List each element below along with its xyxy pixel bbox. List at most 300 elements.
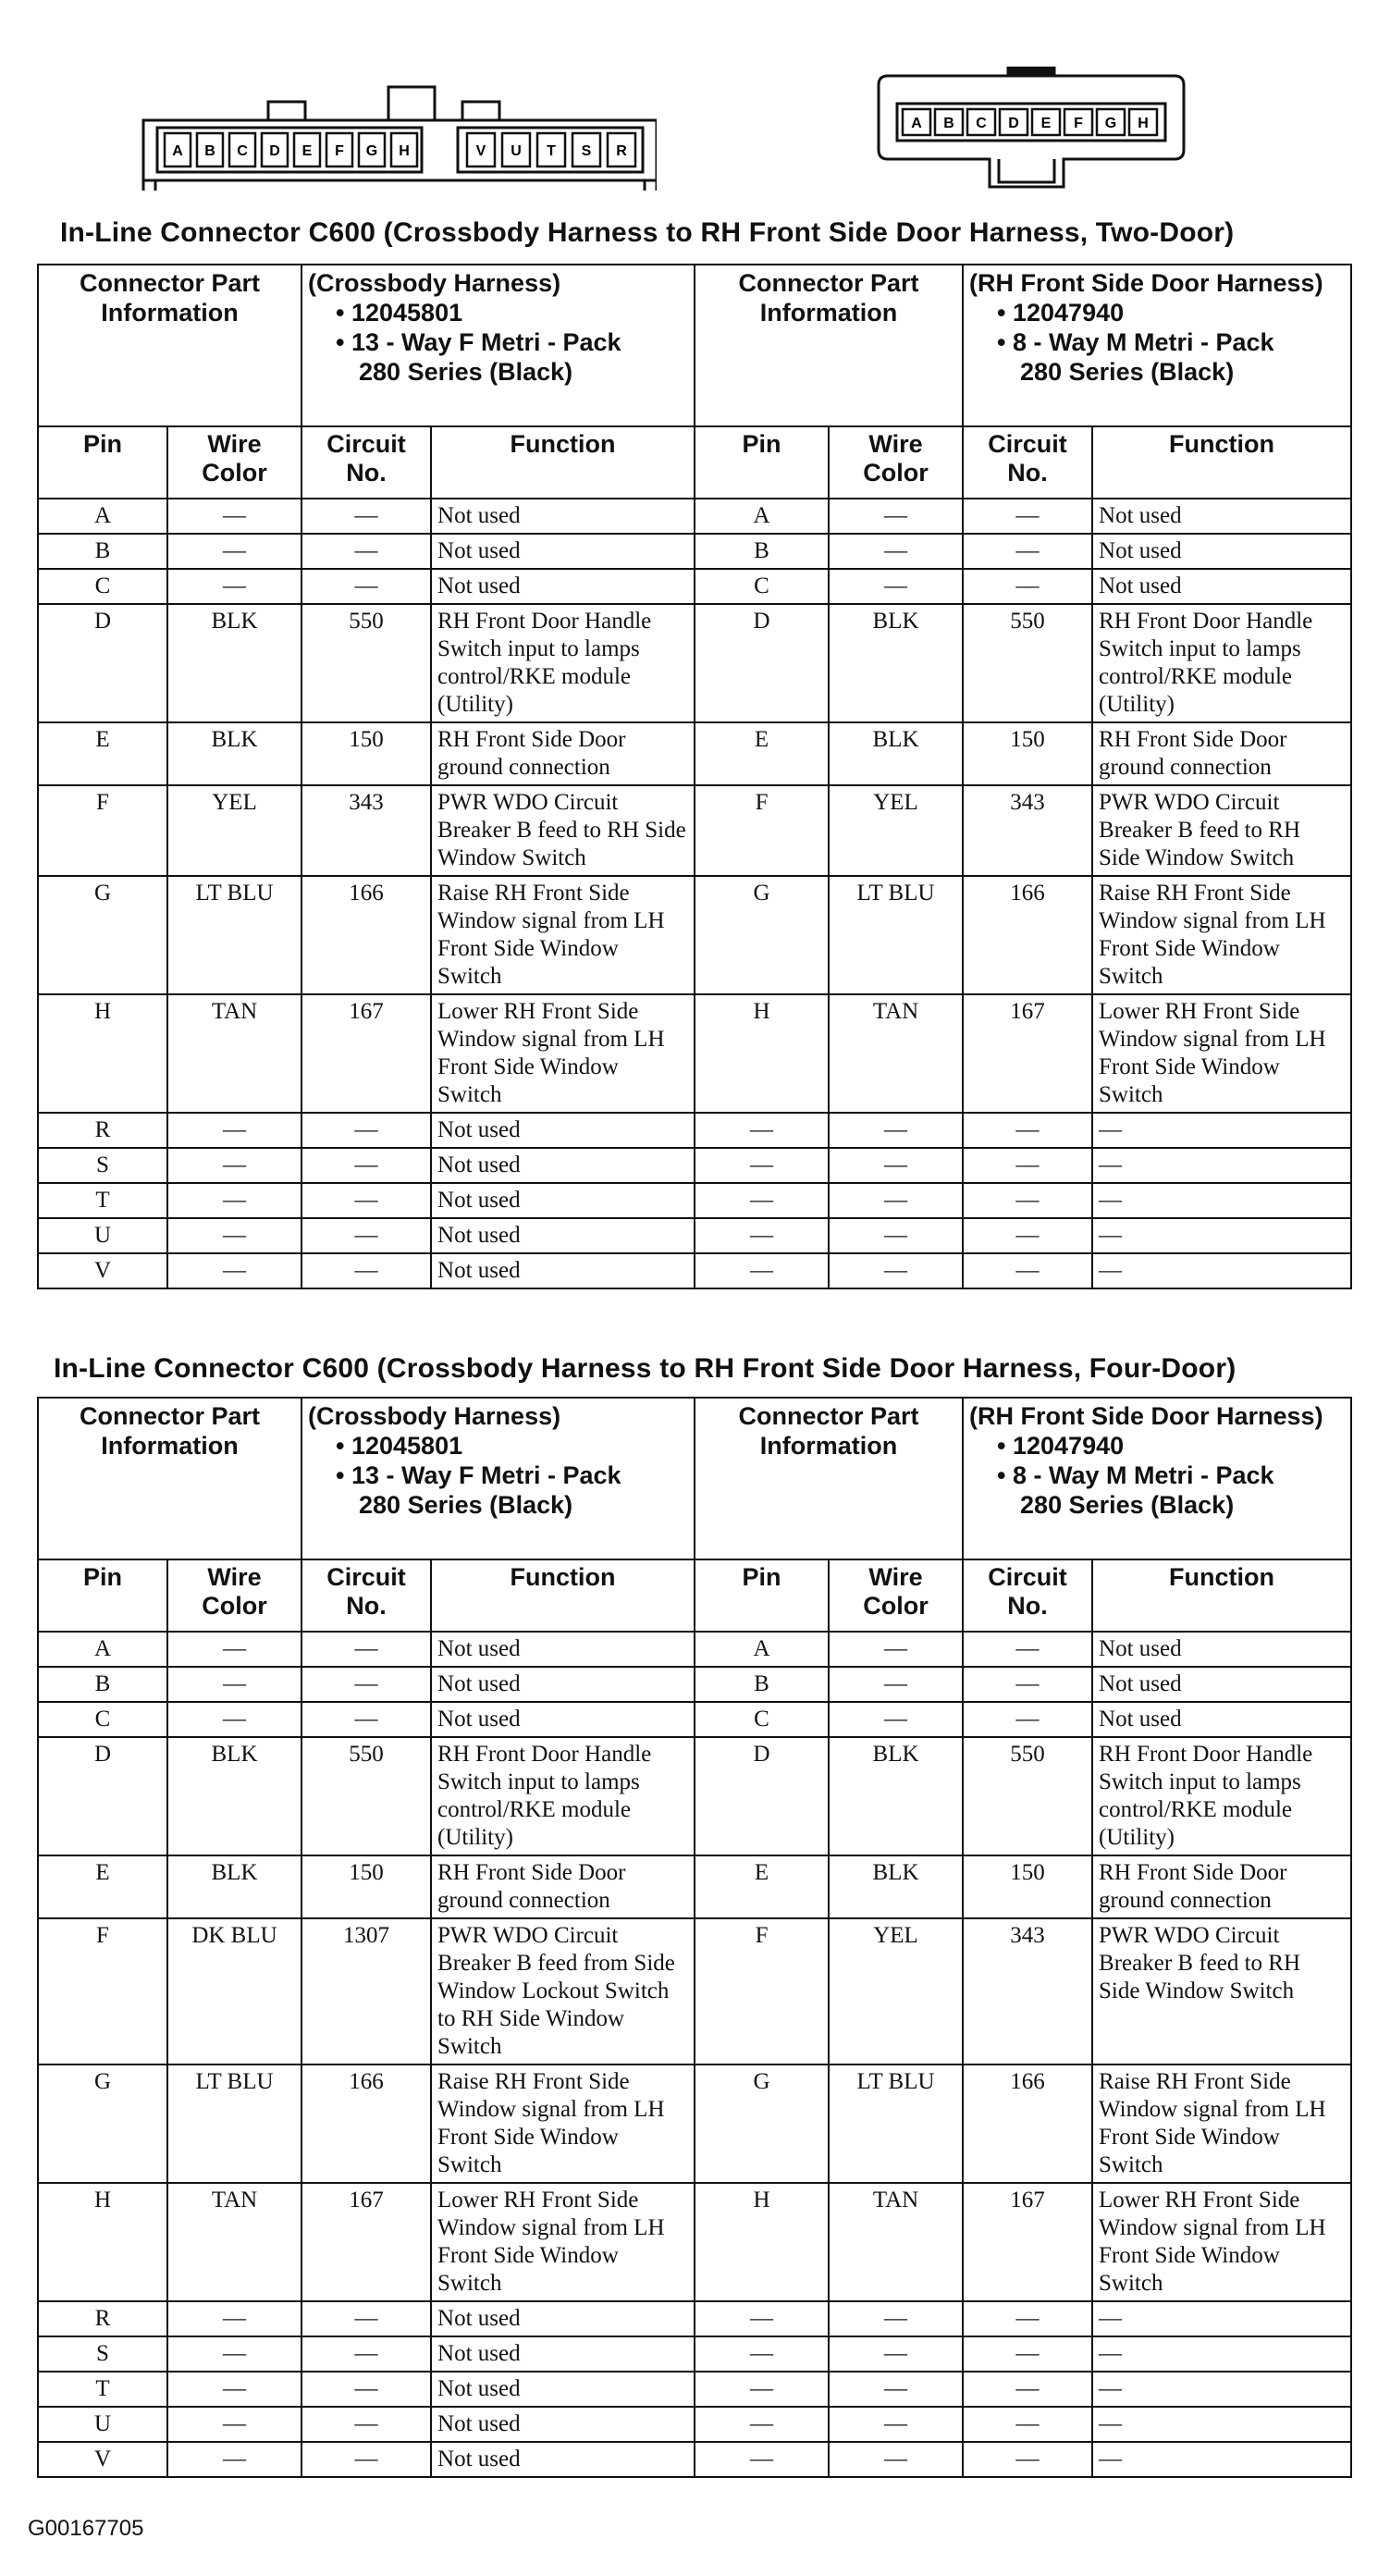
function-cell: Not used: [431, 1253, 695, 1288]
table-cell: —: [695, 1218, 829, 1253]
table-cell: —: [829, 1113, 963, 1148]
table-cell: —: [301, 534, 431, 569]
function-cell: Not used: [431, 499, 695, 534]
column-header: Pin: [695, 426, 829, 499]
table-cell: —: [695, 2301, 829, 2336]
table-row: [38, 2372, 1351, 2407]
table-cell: —: [301, 569, 431, 604]
table-cell: 166: [301, 876, 431, 994]
table-cell: B: [38, 534, 167, 569]
table-cell: H: [38, 994, 167, 1113]
table-cell: —: [963, 1218, 1092, 1253]
table-cell: —: [829, 2407, 963, 2442]
table-cell: —: [963, 499, 1092, 534]
connector-pin-label: D: [269, 143, 280, 159]
table-cell: U: [38, 1218, 167, 1253]
function-cell: Not used: [431, 2442, 695, 2477]
table-cell: TAN: [829, 2183, 963, 2301]
table-row: [38, 876, 1351, 994]
function-cell: —: [1092, 1253, 1351, 1288]
table-cell: S: [38, 2336, 167, 2372]
connector-part-info-label: Connector Part Information: [38, 1398, 301, 1559]
table-cell: —: [829, 2442, 963, 2477]
connector-pin-label: T: [547, 143, 556, 159]
table-cell: —: [301, 1148, 431, 1183]
table-cell: —: [301, 499, 431, 534]
table-cell: —: [963, 534, 1092, 569]
table-row: [38, 1218, 1351, 1253]
function-cell: —: [1092, 1183, 1351, 1218]
table-cell: —: [829, 1702, 963, 1737]
connector-pin-label: H: [399, 143, 410, 159]
function-cell: Not used: [1092, 1667, 1351, 1702]
function-cell: Not used: [1092, 1632, 1351, 1667]
table-cell: —: [829, 2301, 963, 2336]
part-info-line: • 13 - Way F Metri - Pack: [336, 328, 621, 356]
part-info-line: • 12047940: [997, 299, 1125, 327]
table-cell: —: [167, 569, 301, 604]
table-cell: F: [38, 1918, 167, 2064]
table-cell: —: [167, 1632, 301, 1667]
table-cell: —: [829, 534, 963, 569]
connector-pin-label: H: [1138, 116, 1149, 131]
harness-part-info: [301, 1398, 695, 1559]
table-row: [38, 569, 1351, 604]
table-row: [38, 2442, 1351, 2477]
table-cell: —: [963, 2442, 1092, 2477]
table-cell: 550: [963, 1737, 1092, 1855]
table-cell: —: [963, 1113, 1092, 1148]
function-cell: Lower RH Front Side Window signal from LH Front Side Window Switch: [1092, 994, 1351, 1113]
table-cell: —: [695, 2372, 829, 2407]
table-cell: C: [38, 569, 167, 604]
table-cell: A: [38, 1632, 167, 1667]
table-cell: F: [695, 785, 829, 876]
connector-pin-label: F: [1074, 116, 1083, 131]
table-cell: 550: [963, 604, 1092, 722]
function-cell: —: [1092, 2442, 1351, 2477]
table-row: [38, 2301, 1351, 2336]
table-cell: BLK: [167, 604, 301, 722]
table-row: [38, 499, 1351, 534]
table-cell: —: [167, 1253, 301, 1288]
table-cell: —: [167, 534, 301, 569]
table-row: [38, 994, 1351, 1113]
function-cell: Raise RH Front Side Window signal from LH Front Side Window Switch: [431, 2064, 695, 2183]
function-cell: Not used: [1092, 1702, 1351, 1737]
table-cell: 166: [963, 2064, 1092, 2183]
connector-8-way-drawing: [869, 67, 1193, 196]
table-cell: 150: [301, 1855, 431, 1918]
connector-pin-label: B: [943, 116, 954, 131]
function-cell: Not used: [431, 1702, 695, 1737]
table-cell: —: [301, 2407, 431, 2442]
function-cell: Not used: [1092, 569, 1351, 604]
harness-part-info: [301, 265, 695, 426]
table-cell: 550: [301, 604, 431, 722]
table-cell: 167: [301, 2183, 431, 2301]
harness-name: (Crossbody Harness): [308, 269, 561, 297]
function-cell: RH Front Side Door ground connection: [1092, 722, 1351, 785]
function-cell: Not used: [431, 2372, 695, 2407]
figure-code: G00167705: [28, 2516, 144, 2541]
table-row: [38, 1702, 1351, 1737]
table-cell: 343: [963, 785, 1092, 876]
part-info-line: 280 Series (Black): [1020, 358, 1235, 386]
connector-pin-label: E: [1040, 116, 1052, 131]
table-row: [38, 534, 1351, 569]
function-cell: —: [1092, 1148, 1351, 1183]
connector-pin-label: G: [1104, 116, 1117, 131]
table-cell: 1307: [301, 1918, 431, 2064]
table-cell: LT BLU: [829, 876, 963, 994]
table-cell: —: [829, 2372, 963, 2407]
table-cell: 167: [963, 994, 1092, 1113]
part-info-line: 280 Series (Black): [359, 1491, 573, 1519]
table-cell: B: [695, 534, 829, 569]
table-cell: —: [167, 2372, 301, 2407]
table-cell: G: [38, 2064, 167, 2183]
connector-pin-label: C: [976, 116, 987, 131]
table-row: [38, 2183, 1351, 2301]
column-header: Pin: [38, 426, 167, 499]
table-cell: D: [38, 604, 167, 722]
function-cell: Not used: [431, 1148, 695, 1183]
table-cell: G: [695, 2064, 829, 2183]
table-cell: —: [963, 1148, 1092, 1183]
table-cell: R: [38, 1113, 167, 1148]
table-cell: —: [695, 2407, 829, 2442]
table-cell: S: [38, 1148, 167, 1183]
table-cell: 166: [301, 2064, 431, 2183]
connector-pin-label: S: [581, 143, 592, 159]
column-header: Circuit No.: [963, 426, 1092, 499]
function-cell: Not used: [431, 2301, 695, 2336]
connector-pin-label: G: [365, 143, 378, 159]
table-cell: —: [963, 1183, 1092, 1218]
table-cell: B: [695, 1667, 829, 1702]
function-cell: Not used: [431, 1218, 695, 1253]
table-cell: BLK: [167, 1737, 301, 1855]
table-cell: —: [829, 2336, 963, 2372]
table-cell: F: [38, 785, 167, 876]
column-header: Circuit No.: [301, 426, 431, 499]
table-cell: —: [963, 1702, 1092, 1737]
table-cell: C: [38, 1702, 167, 1737]
connector-pin-label: F: [335, 143, 344, 159]
table-cell: —: [167, 2336, 301, 2372]
table-cell: A: [695, 1632, 829, 1667]
table-cell: 167: [963, 2183, 1092, 2301]
column-header: Wire Color: [167, 1559, 301, 1632]
function-cell: RH Front Door Handle Switch input to lamps control/RKE module (Utility): [431, 1737, 695, 1855]
table-cell: E: [38, 722, 167, 785]
connector-pin-label: D: [1008, 116, 1019, 131]
function-cell: RH Front Door Handle Switch input to lamps control/RKE module (Utility): [431, 604, 695, 722]
function-cell: Raise RH Front Side Window signal from LH Front Side Window Switch: [1092, 2064, 1351, 2183]
table-cell: —: [829, 1183, 963, 1218]
table-cell: T: [38, 2372, 167, 2407]
table-cell: —: [301, 1183, 431, 1218]
column-header: Function: [1092, 426, 1351, 499]
function-cell: PWR WDO Circuit Breaker B feed to RH Side Window Switch: [1092, 1918, 1351, 2064]
table-row: [38, 2064, 1351, 2183]
table-cell: B: [38, 1667, 167, 1702]
table-cell: —: [963, 1667, 1092, 1702]
part-info-line: • 12045801: [336, 1432, 463, 1460]
table-cell: —: [301, 1218, 431, 1253]
harness-name: (Crossbody Harness): [308, 1402, 561, 1430]
table-cell: —: [963, 2372, 1092, 2407]
table-cell: 167: [301, 994, 431, 1113]
table-row: [38, 722, 1351, 785]
table-cell: —: [301, 2336, 431, 2372]
table-cell: —: [301, 1702, 431, 1737]
pinout-table-two-door: [37, 264, 1352, 1289]
table-cell: —: [829, 1667, 963, 1702]
table-cell: —: [963, 1253, 1092, 1288]
table-row: [38, 1632, 1351, 1667]
function-cell: PWR WDO Circuit Breaker B feed to RH Side Window Switch: [1092, 785, 1351, 876]
table-cell: —: [167, 1183, 301, 1218]
table-cell: —: [301, 1632, 431, 1667]
table-cell: A: [695, 499, 829, 534]
function-cell: RH Front Side Door ground connection: [1092, 1855, 1351, 1918]
connector-pin-label: A: [172, 143, 183, 159]
table-cell: —: [167, 2301, 301, 2336]
column-header: Wire Color: [829, 1559, 963, 1632]
table-cell: H: [695, 994, 829, 1113]
column-header: Wire Color: [829, 426, 963, 499]
column-header: Wire Color: [167, 426, 301, 499]
table-cell: —: [695, 1148, 829, 1183]
table-cell: —: [301, 2301, 431, 2336]
table-cell: 150: [301, 722, 431, 785]
table-cell: —: [829, 1148, 963, 1183]
part-info-line: • 12047940: [997, 1432, 1125, 1460]
function-cell: —: [1092, 1113, 1351, 1148]
table-cell: —: [301, 2372, 431, 2407]
table-cell: V: [38, 2442, 167, 2477]
table-cell: —: [301, 2442, 431, 2477]
table-cell: —: [167, 1148, 301, 1183]
table-cell: E: [695, 1855, 829, 1918]
table-cell: —: [167, 1113, 301, 1148]
table-cell: —: [829, 569, 963, 604]
function-cell: Not used: [431, 534, 695, 569]
table-cell: —: [829, 499, 963, 534]
table-cell: BLK: [829, 722, 963, 785]
table-cell: E: [38, 1855, 167, 1918]
table-cell: 343: [301, 785, 431, 876]
part-info-line: 280 Series (Black): [359, 358, 573, 386]
table-cell: U: [38, 2407, 167, 2442]
table-cell: —: [167, 1667, 301, 1702]
table-cell: TAN: [167, 2183, 301, 2301]
table-cell: —: [695, 1183, 829, 1218]
connector-pin-label: A: [911, 116, 922, 131]
connector-pin-label: C: [237, 143, 248, 159]
table-cell: YEL: [167, 785, 301, 876]
table-cell: E: [695, 722, 829, 785]
connector-pin-label: B: [204, 143, 215, 159]
column-header: Circuit No.: [963, 1559, 1092, 1632]
table-cell: BLK: [829, 1855, 963, 1918]
function-cell: Raise RH Front Side Window signal from LH Front Side Window Switch: [431, 876, 695, 994]
table-cell: V: [38, 1253, 167, 1288]
column-header: Pin: [695, 1559, 829, 1632]
table-cell: —: [963, 569, 1092, 604]
table-cell: —: [301, 1667, 431, 1702]
pinout-table-four-door: [37, 1397, 1352, 2478]
table-row: [38, 1148, 1351, 1183]
table-cell: —: [167, 2442, 301, 2477]
column-header: Function: [1092, 1559, 1351, 1632]
function-cell: Not used: [1092, 534, 1351, 569]
function-cell: Not used: [431, 1667, 695, 1702]
table-cell: C: [695, 1702, 829, 1737]
table-cell: BLK: [829, 604, 963, 722]
table-row: [38, 1855, 1351, 1918]
column-header: Pin: [38, 1559, 167, 1632]
table-cell: —: [829, 1253, 963, 1288]
table-cell: 343: [963, 1918, 1092, 2064]
function-cell: RH Front Side Door ground connection: [431, 722, 695, 785]
table-cell: —: [167, 1702, 301, 1737]
connector-pin-label: E: [301, 143, 313, 159]
table-cell: LT BLU: [167, 876, 301, 994]
function-cell: PWR WDO Circuit Breaker B feed from Side Window Lockout Switch to RH Side Window Switch: [431, 1918, 695, 2064]
part-info-line: • 12045801: [336, 299, 463, 327]
table-cell: —: [695, 1253, 829, 1288]
table-cell: —: [963, 2407, 1092, 2442]
table-cell: D: [695, 1737, 829, 1855]
connector-part-info-label: Connector Part Information: [38, 265, 301, 426]
part-info-line: • 8 - Way M Metri - Pack: [997, 1461, 1274, 1489]
connector-13-way-drawing: [139, 74, 657, 194]
table-cell: —: [963, 1632, 1092, 1667]
function-cell: Not used: [431, 1113, 695, 1148]
table-cell: BLK: [167, 722, 301, 785]
table-cell: C: [695, 569, 829, 604]
table-cell: D: [38, 1737, 167, 1855]
table-title-two-door: In-Line Connector C600 (Crossbody Harness to RH Front Side Door Harness, Two-Door): [60, 217, 1235, 248]
table-row: [38, 604, 1351, 722]
part-info-line: • 8 - Way M Metri - Pack: [997, 328, 1274, 356]
table-cell: 150: [963, 1855, 1092, 1918]
connector-pin-label: V: [475, 143, 486, 159]
table-cell: R: [38, 2301, 167, 2336]
table-cell: —: [167, 1218, 301, 1253]
table-cell: D: [695, 604, 829, 722]
table-cell: 150: [963, 722, 1092, 785]
table-cell: G: [38, 876, 167, 994]
table-cell: TAN: [167, 994, 301, 1113]
function-cell: Not used: [431, 1632, 695, 1667]
table-cell: —: [301, 1113, 431, 1148]
table-cell: 550: [301, 1737, 431, 1855]
table-title-four-door: In-Line Connector C600 (Crossbody Harness to RH Front Side Door Harness, Four-Door): [54, 1353, 1237, 1384]
table-cell: —: [963, 2336, 1092, 2372]
table-row: [38, 1253, 1351, 1288]
table-cell: TAN: [829, 994, 963, 1113]
function-cell: RH Front Door Handle Switch input to lamps control/RKE module (Utility): [1092, 604, 1351, 722]
table-row: [38, 2407, 1351, 2442]
harness-name: (RH Front Side Door Harness): [969, 269, 1323, 297]
column-header: Function: [431, 426, 695, 499]
function-cell: Raise RH Front Side Window signal from LH Front Side Window Switch: [1092, 876, 1351, 994]
connector-part-info-label: Connector Part Information: [695, 1398, 963, 1559]
table-cell: A: [38, 499, 167, 534]
column-header: Circuit No.: [301, 1559, 431, 1632]
table-cell: —: [829, 1218, 963, 1253]
function-cell: —: [1092, 2372, 1351, 2407]
part-info-line: 280 Series (Black): [1020, 1491, 1235, 1519]
table-cell: —: [167, 499, 301, 534]
table-cell: T: [38, 1183, 167, 1218]
table-cell: —: [829, 1632, 963, 1667]
table-row: [38, 1113, 1351, 1148]
table-cell: —: [963, 2301, 1092, 2336]
table-row: [38, 1918, 1351, 2064]
connector-part-info-label: Connector Part Information: [695, 265, 963, 426]
function-cell: RH Front Side Door ground connection: [431, 1855, 695, 1918]
connector-pin-label: U: [511, 143, 522, 159]
function-cell: RH Front Door Handle Switch input to lamps control/RKE module (Utility): [1092, 1737, 1351, 1855]
part-info-line: • 13 - Way F Metri - Pack: [336, 1461, 621, 1489]
table-cell: G: [695, 876, 829, 994]
table-cell: —: [301, 1253, 431, 1288]
function-cell: Lower RH Front Side Window signal from LH Front Side Window Switch: [431, 994, 695, 1113]
function-cell: —: [1092, 2407, 1351, 2442]
function-cell: Lower RH Front Side Window signal from LH Front Side Window Switch: [431, 2183, 695, 2301]
harness-part-info: [963, 1398, 1351, 1559]
function-cell: —: [1092, 2301, 1351, 2336]
table-row: [38, 1667, 1351, 1702]
table-cell: F: [695, 1918, 829, 2064]
table-cell: —: [695, 1113, 829, 1148]
table-row: [38, 785, 1351, 876]
table-cell: 166: [963, 876, 1092, 994]
table-cell: LT BLU: [829, 2064, 963, 2183]
function-cell: Not used: [431, 2336, 695, 2372]
table-cell: YEL: [829, 785, 963, 876]
table-row: [38, 1737, 1351, 1855]
harness-part-info: [963, 265, 1351, 426]
table-row: [38, 1183, 1351, 1218]
table-cell: —: [695, 2336, 829, 2372]
function-cell: Lower RH Front Side Window signal from LH Front Side Window Switch: [1092, 2183, 1351, 2301]
function-cell: —: [1092, 2336, 1351, 2372]
table-cell: BLK: [829, 1737, 963, 1855]
function-cell: —: [1092, 1218, 1351, 1253]
table-cell: DK BLU: [167, 1918, 301, 2064]
table-cell: LT BLU: [167, 2064, 301, 2183]
table-cell: H: [38, 2183, 167, 2301]
function-cell: Not used: [431, 1183, 695, 1218]
function-cell: Not used: [431, 2407, 695, 2442]
column-header: Function: [431, 1559, 695, 1632]
table-cell: H: [695, 2183, 829, 2301]
harness-name: (RH Front Side Door Harness): [969, 1402, 1323, 1430]
table-cell: —: [167, 2407, 301, 2442]
connector-pin-label: R: [616, 143, 627, 159]
table-cell: YEL: [829, 1918, 963, 2064]
table-cell: —: [695, 2442, 829, 2477]
function-cell: PWR WDO Circuit Breaker B feed to RH Side Window Switch: [431, 785, 695, 876]
function-cell: Not used: [431, 569, 695, 604]
function-cell: Not used: [1092, 499, 1351, 534]
